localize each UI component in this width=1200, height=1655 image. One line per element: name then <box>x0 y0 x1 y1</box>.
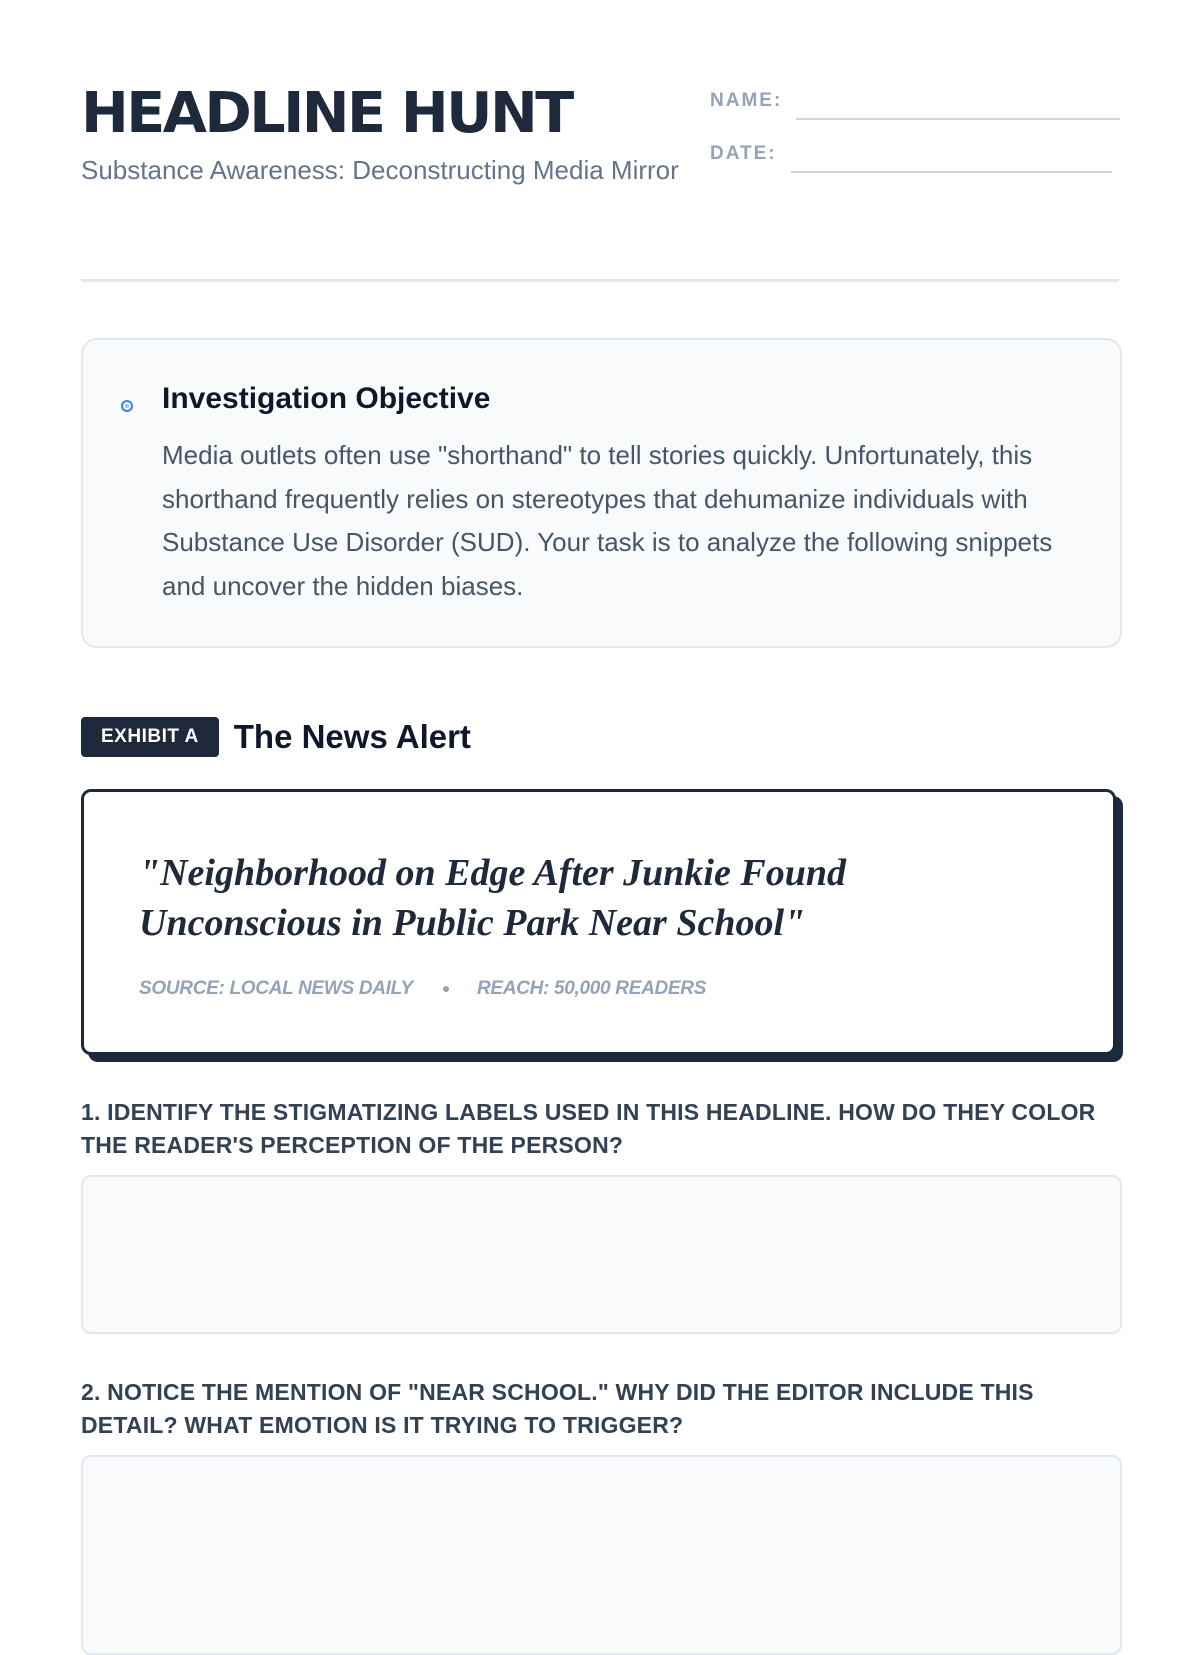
news-meta <box>139 978 1057 1000</box>
target-icon <box>121 400 133 412</box>
title-block <box>81 82 681 190</box>
question-1: 1. IDENTIFY THE STIGMATIZING LABELS USED IN THIS HEADLINE. HOW DO THEY COLOR THE READER'S PERCEPTION OF THE PERSON? <box>81 1099 1096 1158</box>
exhibit-badge: EXHIBIT A <box>81 717 219 757</box>
exhibit-header <box>81 717 471 757</box>
news-reach: REACH: 50,000 READERS <box>476 978 707 999</box>
page-title: HEADLINE HUNT <box>81 81 572 146</box>
name-field[interactable] <box>796 118 1120 120</box>
separator-dot <box>443 986 449 992</box>
answer-box-2[interactable] <box>81 1455 1122 1655</box>
student-info <box>710 86 1120 192</box>
objective-body: Media outlets often use "shorthand" to tell stories quickly. Unfortunately, this shorthand frequently relies on stereotypes that dehumanize individuals with Substance Use Disorder (SUD). Your task is to analyze the following snippets and uncover the hidden biases. <box>162 440 1053 601</box>
date-field[interactable] <box>791 171 1112 173</box>
exhibit-title: The News Alert <box>233 718 471 755</box>
news-source: SOURCE: LOCAL NEWS DAILY <box>139 978 413 999</box>
name-row <box>710 86 1120 120</box>
news-alert-card <box>81 789 1116 1055</box>
objective-panel <box>81 338 1122 648</box>
worksheet-header <box>81 0 1119 282</box>
name-label: NAME: <box>710 90 783 111</box>
news-headline: "Neighborhood on Edge After Junkie Found Unconscious in Public Park Near School" <box>139 852 846 944</box>
question-2: 2. NOTICE THE MENTION OF "NEAR SCHOOL." WHY DID THE EDITOR INCLUDE THIS DETAIL? WHAT EMOTION IS IT TRYING TO TRIGGER? <box>81 1379 1034 1438</box>
date-label: DATE: <box>710 143 777 164</box>
objective-heading: Investigation Objective <box>162 382 491 415</box>
page-subtitle: Substance Awareness: Deconstructing Media Mirror <box>81 155 679 185</box>
date-row <box>710 139 1120 173</box>
answer-box-1[interactable] <box>81 1175 1122 1334</box>
